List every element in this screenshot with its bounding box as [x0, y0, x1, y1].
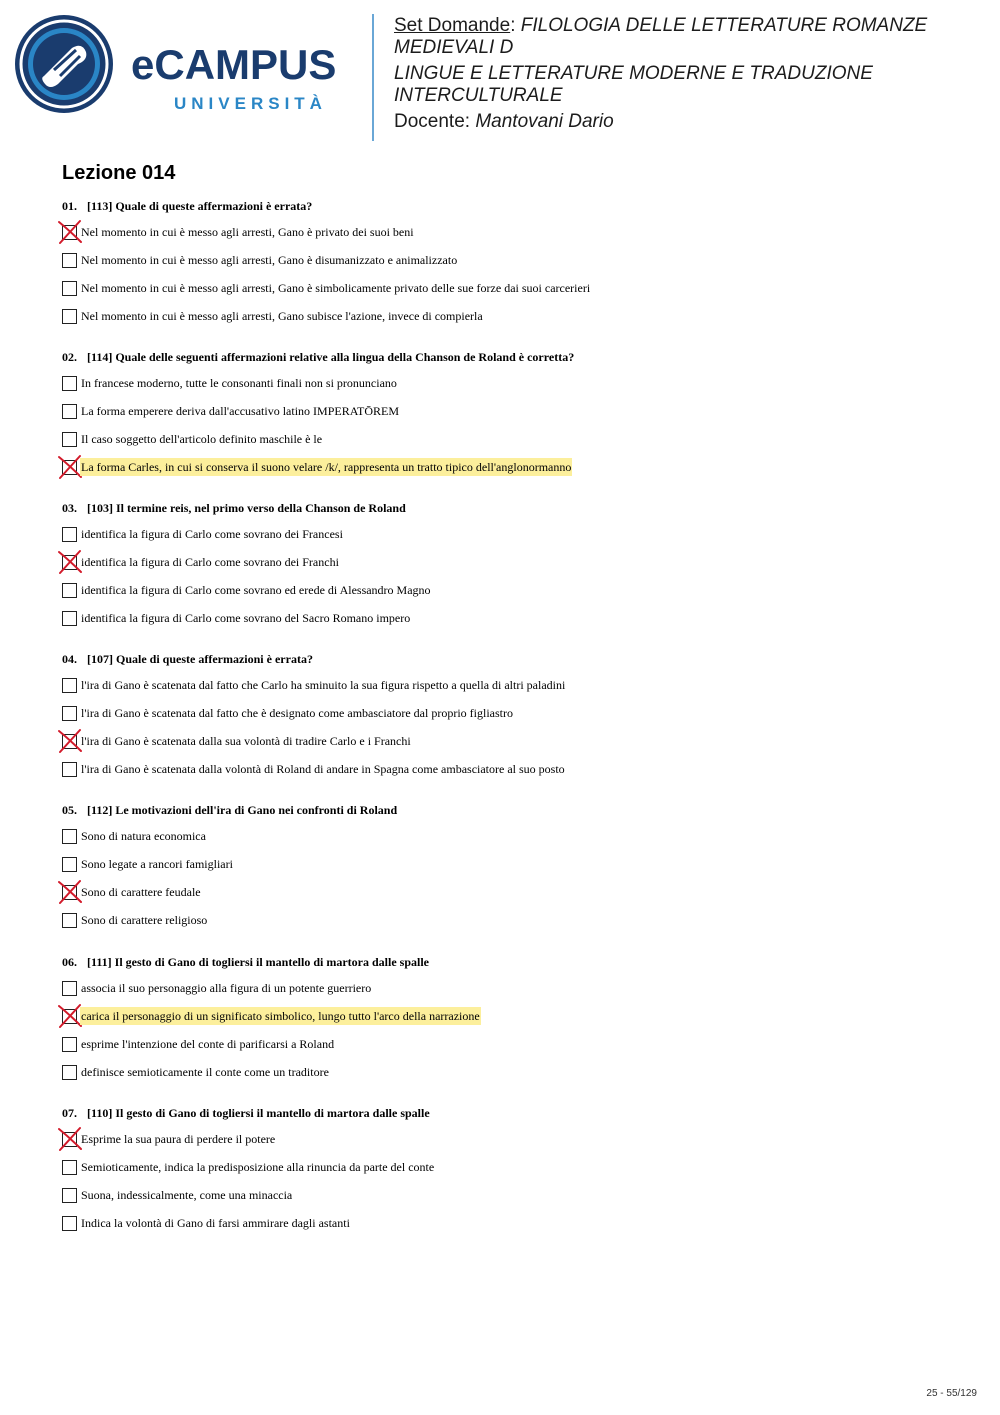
answer-option[interactable] — [62, 856, 982, 884]
university-seal-icon — [14, 14, 114, 114]
ecampus-logo — [14, 14, 359, 119]
question — [62, 1104, 982, 1243]
answer-checkbox[interactable] — [62, 706, 77, 721]
answer-text: identifica la figura di Carlo come sovrano del Sacro Romano impero — [81, 611, 411, 625]
answer-options — [62, 828, 982, 940]
answer-checkbox[interactable] — [62, 1065, 77, 1080]
answer-option[interactable] — [62, 1131, 982, 1159]
answer-text: Il caso soggetto dell'articolo definito maschile è le — [81, 432, 323, 446]
logo-wordmark: eCAMPUS — [131, 41, 337, 88]
answer-text: Semioticamente, indica la predisposizione alla rinuncia da parte del conte — [81, 1160, 435, 1174]
answer-checkbox[interactable] — [62, 1216, 77, 1231]
answer-options — [62, 526, 982, 638]
answer-option[interactable] — [62, 705, 982, 733]
answer-option[interactable] — [62, 526, 982, 554]
answer-option[interactable] — [62, 733, 982, 761]
question-text: [110] Il gesto di Gano di togliersi il mantello di martora dalle spalle — [87, 1106, 430, 1120]
program-name: LINGUE E LETTERATURE MODERNE E TRADUZIONE INTERCULTURALE — [394, 63, 873, 106]
set-label: Set Domande — [394, 15, 511, 36]
answer-options — [62, 1131, 982, 1243]
answer-text: definisce semioticamente il conte come un traditore — [81, 1065, 329, 1079]
answer-option[interactable] — [62, 431, 982, 459]
answer-text: In francese moderno, tutte le consonanti finali non si pronunciano — [81, 376, 397, 390]
question — [62, 953, 982, 1092]
answer-option[interactable] — [62, 308, 982, 336]
answer-checkbox[interactable] — [62, 583, 77, 598]
logo-subtitle: UNIVERSITÀ — [174, 94, 327, 113]
answer-option[interactable] — [62, 1187, 982, 1215]
answer-checkbox[interactable] — [62, 309, 77, 324]
answer-text: l'ira di Gano è scatenata dalla volontà di Roland di andare in Spagna come ambasciatore al suo posto — [81, 762, 565, 776]
answer-option[interactable] — [62, 554, 982, 582]
answer-checkbox[interactable] — [62, 527, 77, 542]
answer-option[interactable] — [62, 1159, 982, 1187]
answer-options — [62, 980, 982, 1092]
answer-option[interactable] — [62, 252, 982, 280]
answer-option[interactable] — [62, 582, 982, 610]
question-title — [62, 348, 982, 366]
answer-option[interactable] — [62, 1036, 982, 1064]
question — [62, 650, 982, 789]
answer-option[interactable] — [62, 1215, 982, 1243]
lesson-title: Lezione 014 — [62, 162, 176, 184]
document-header — [394, 15, 984, 133]
teacher-label: Docente: — [394, 111, 471, 132]
answer-option[interactable] — [62, 610, 982, 638]
question-number: 06. — [62, 955, 77, 969]
answer-text: Nel momento in cui è messo agli arresti, Gano è disumanizzato e animalizzato — [81, 253, 458, 267]
answer-text: Esprime la sua paura di perdere il potere — [81, 1132, 276, 1146]
answer-checkbox[interactable] — [62, 376, 77, 391]
course-title: FILOLOGIA DELLE LETTERATURE ROMANZE MEDIEVALI D — [394, 15, 928, 58]
answer-text: Sono di natura economica — [81, 829, 206, 843]
highlighted-answer-text: La forma Carles, in cui si conserva il suono velare /k/, rappresenta un tratto tipico dell'anglonormanno — [81, 460, 572, 474]
question-title — [62, 801, 982, 819]
answer-option[interactable] — [62, 828, 982, 856]
answer-text: esprime l'intenzione del conte di parificarsi a Roland — [81, 1037, 335, 1051]
question-text: [112] Le motivazioni dell'ira di Gano nei confronti di Roland — [87, 803, 398, 817]
question-title — [62, 650, 982, 668]
answer-text: La forma emperere deriva dall'accusativo latino IMPERATŌREM — [81, 404, 400, 418]
answer-option[interactable] — [62, 403, 982, 431]
answer-checkbox[interactable] — [62, 1160, 77, 1175]
answer-checkbox[interactable] — [62, 981, 77, 996]
question-title — [62, 953, 982, 971]
answer-option[interactable] — [62, 677, 982, 705]
question — [62, 801, 982, 940]
question — [62, 499, 982, 638]
answer-checkbox[interactable] — [62, 611, 77, 626]
answer-option[interactable] — [62, 375, 982, 403]
page-number: 25 - 55/129 — [926, 1388, 977, 1399]
question-number: 07. — [62, 1106, 77, 1120]
answer-text: Nel momento in cui è messo agli arresti, Gano è privato dei suoi beni — [81, 225, 414, 239]
answer-checkbox[interactable] — [62, 1037, 77, 1052]
answer-checkbox[interactable] — [62, 678, 77, 693]
answer-text: l'ira di Gano è scatenata dal fatto che è designato come ambasciatore dal proprio figliastro — [81, 706, 513, 720]
answer-checkbox[interactable] — [62, 1188, 77, 1203]
question — [62, 197, 982, 336]
question-number: 02. — [62, 350, 77, 364]
answer-text: l'ira di Gano è scatenata dal fatto che Carlo ha sminuito la sua figura rispetto a quella di altri paladini — [81, 678, 566, 692]
question-text: [111] Il gesto di Gano di togliersi il mantello di martora dalle spalle — [87, 955, 429, 969]
question-number: 04. — [62, 652, 77, 666]
program-line — [394, 63, 984, 107]
answer-option[interactable] — [62, 224, 982, 252]
answer-option[interactable] — [62, 459, 982, 487]
answer-option[interactable] — [62, 980, 982, 1008]
answer-text: Nel momento in cui è messo agli arresti, Gano subisce l'azione, invece di compierla — [81, 309, 483, 323]
answer-text: identifica la figura di Carlo come sovrano ed erede di Alessandro Magno — [81, 583, 431, 597]
answer-text: identifica la figura di Carlo come sovrano dei Francesi — [81, 527, 343, 541]
answer-text: Suona, indessicalmente, come una minaccia — [81, 1188, 293, 1202]
answer-checkbox[interactable] — [62, 404, 77, 419]
answer-text: l'ira di Gano è scatenata dalla sua volontà di tradire Carlo e i Franchi — [81, 734, 411, 748]
question-title — [62, 1104, 982, 1122]
answer-text: Nel momento in cui è messo agli arresti, Gano è simbolicamente privato delle sue forze dai suoi carcerieri — [81, 281, 591, 295]
highlighted-answer-text: carica il personaggio di un significato simbolico, lungo tutto l'arco della narrazione — [81, 1009, 480, 1023]
question-number: 03. — [62, 501, 77, 515]
answer-checkbox[interactable] — [62, 829, 77, 844]
page-footer — [320, 1386, 980, 1408]
answer-options — [62, 375, 982, 487]
answer-option[interactable] — [62, 1064, 982, 1092]
answer-text: associa il suo personaggio alla figura di un potente guerriero — [81, 981, 372, 995]
question-title — [62, 499, 982, 517]
answer-text: identifica la figura di Carlo come sovrano dei Franchi — [81, 555, 339, 569]
teacher-line — [394, 111, 984, 133]
question-text: [113] Quale di queste affermazioni è errata? — [87, 199, 313, 213]
answer-checkbox[interactable] — [62, 857, 77, 872]
question-title — [62, 197, 982, 215]
answer-checkbox[interactable] — [62, 432, 77, 447]
header-divider — [372, 14, 374, 141]
answer-option[interactable] — [62, 761, 982, 789]
question — [62, 348, 982, 487]
teacher-name: Mantovani Dario — [475, 111, 614, 132]
question-text: [103] Il termine reis, nel primo verso della Chanson de Roland — [87, 501, 406, 515]
question-number: 01. — [62, 199, 77, 213]
answer-checkbox[interactable] — [62, 762, 77, 777]
answer-text: Sono di carattere feudale — [81, 885, 201, 899]
question-number: 05. — [62, 803, 77, 817]
course-line: Set Domande: FILOLOGIA DELLE LETTERATURE ROMANZE MEDIEVALI D — [394, 15, 928, 58]
answer-text: Indica la volontà di Gano di farsi ammirare dagli astanti — [81, 1216, 350, 1230]
answer-option[interactable] — [62, 280, 982, 308]
answer-option[interactable] — [62, 884, 982, 912]
answer-options — [62, 677, 982, 789]
answer-checkbox[interactable] — [62, 253, 77, 268]
question-text: [114] Quale delle seguenti affermazioni relative alla lingua della Chanson de Roland è corretta? — [87, 350, 575, 364]
answer-option[interactable] — [62, 912, 982, 940]
answer-options — [62, 224, 982, 336]
answer-text: Sono di carattere religioso — [81, 913, 208, 927]
question-text: [107] Quale di queste affermazioni è errata? — [87, 652, 313, 666]
answer-text: Sono legate a rancori famigliari — [81, 857, 233, 871]
answer-checkbox[interactable] — [62, 913, 77, 928]
answer-option[interactable] — [62, 1008, 982, 1036]
answer-checkbox[interactable] — [62, 281, 77, 296]
